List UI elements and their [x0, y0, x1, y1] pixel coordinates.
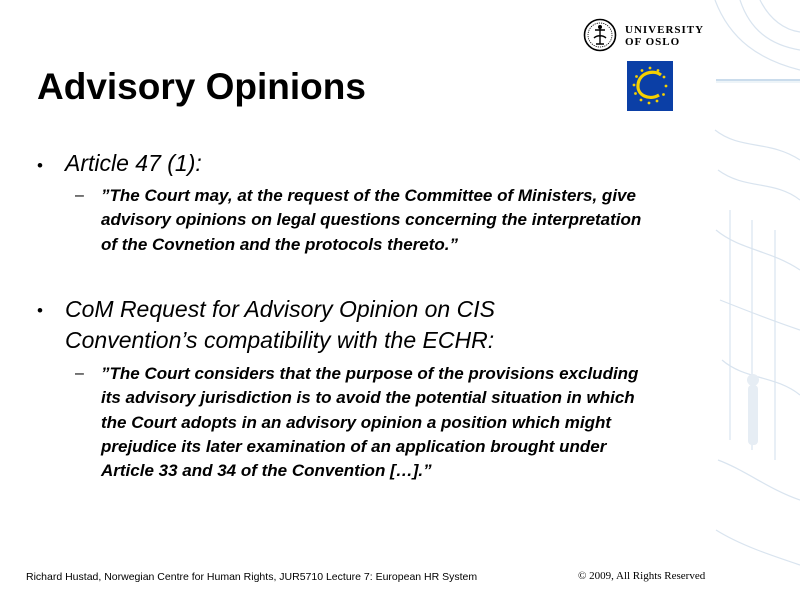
quote-line: of the Covnetion and the protocols thereto.” [101, 234, 458, 254]
footer-author: Richard Hustad, Norwegian Centre for Human Rights, JUR5710 Lecture 7: European HR System [26, 571, 478, 583]
council-of-europe-logo-icon [627, 61, 673, 111]
bullet-line: CoM Request for Advisory Opinion on CIS [65, 296, 495, 322]
bullet-icon: • [37, 301, 43, 320]
quote-text [101, 184, 641, 257]
quote-line: the Court adopts in an advisory opinion a position which might [101, 412, 612, 432]
dash-icon: – [75, 365, 84, 382]
bullet-icon: • [37, 156, 43, 175]
quote-line: advisory opinions on legal questions concerning the interpretation [101, 210, 642, 230]
bullet-text [65, 294, 495, 356]
bullet-text [65, 148, 202, 179]
dash-icon: – [75, 187, 84, 204]
quote-text [101, 362, 638, 483]
slide-title: Advisory Opinions [37, 66, 366, 107]
quote-line: prejudice its later examination of an application brought under [101, 436, 607, 456]
university-line-2: OF OSLO [625, 36, 681, 48]
university-seal-icon [583, 18, 617, 52]
bullet-line: Article 47 (1): [65, 150, 202, 176]
quote-line: Article 33 and 34 of the Convention […].” [101, 461, 432, 481]
bullet-line: Convention’s compatibility with the ECHR: [65, 327, 495, 353]
university-line-1: UNIVERSITY [625, 24, 705, 36]
university-name [625, 24, 704, 48]
quote-line: ”The Court may, at the request of the Committee of Ministers, give [101, 186, 636, 205]
quote-line: ”The Court considers that the purpose of the provisions excluding [101, 364, 639, 383]
university-of-oslo-logo [583, 18, 703, 54]
footer-copyright: © 2009, All Rights Reserved [578, 570, 706, 582]
quote-line: its advisory jurisdiction is to avoid the potential situation in which [101, 388, 635, 408]
